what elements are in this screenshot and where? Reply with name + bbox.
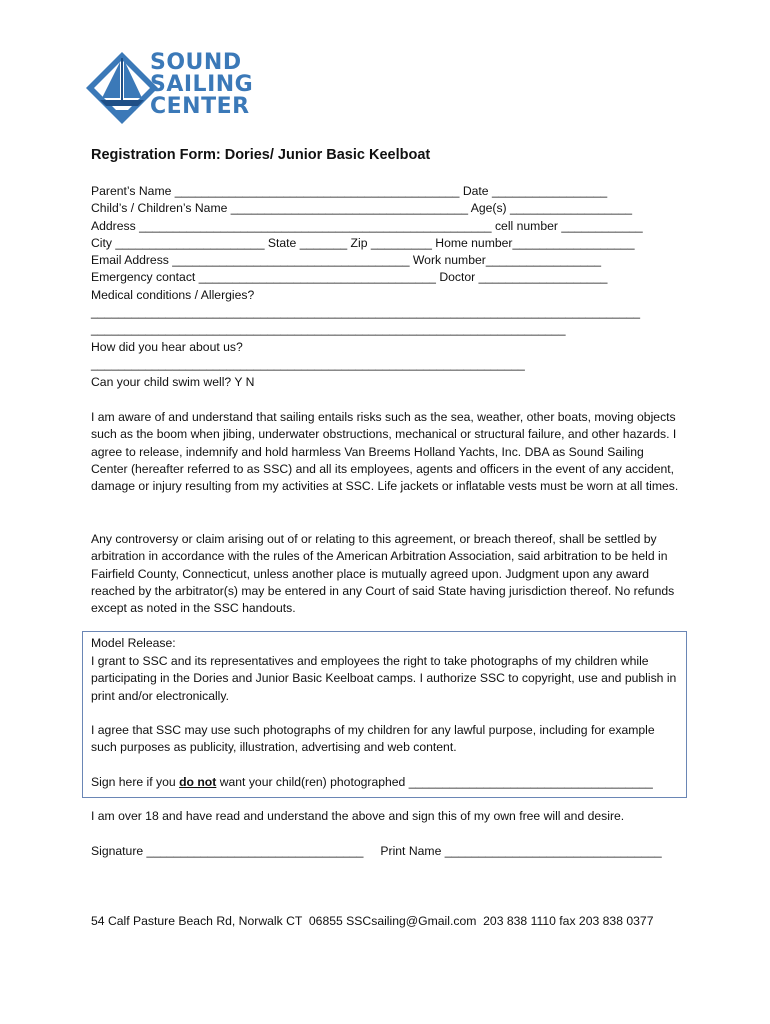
- photo-optout-prefix: Sign here if you: [91, 775, 180, 789]
- hear-about-label: How did you hear about us?: [91, 340, 243, 354]
- email-field[interactable]: Email Address ___________________________________ Work number_________________: [91, 253, 602, 267]
- photo-optout-emphasis: do not: [179, 775, 217, 789]
- sound-sailing-center-logo: [84, 50, 274, 126]
- emergency-contact-field[interactable]: Emergency contact ___________________________________ Doctor ___________________: [91, 270, 608, 284]
- footer-contact: 54 Calf Pasture Beach Rd, Norwalk CT 06855 SSCsailing@Gmail.com 203 838 1110 fax 203 838 0377: [91, 914, 654, 928]
- swim-question[interactable]: Can your child swim well? Y N: [91, 375, 255, 389]
- form-title: Registration Form: Dories/ Junior Basic Keelboat: [91, 147, 431, 163]
- logo-line-1: SOUND: [150, 50, 242, 75]
- address-field[interactable]: Address ____________________________________________________ cell number ____________: [91, 219, 643, 233]
- medical-conditions-line-1[interactable]: _________________________________________________________________________________: [91, 305, 641, 319]
- arbitration-paragraph: Any controversy or claim arising out of or relating to this agreement, or breach thereof, shall be settled by arbitration in accordance with the rules of the American Arbitration Association, said arbitration to be held in Fairfield County, Connecticut, unless another place is mutually agreed upon. Judgment upon any award reached by the arbitrator(s) may be entered in any Court of said State having jurisdiction thereof. No refunds except as noted in the SSC handouts.: [91, 532, 675, 616]
- logo-line-2: SAILING: [150, 72, 254, 97]
- signature-line[interactable]: Signature ________________________________ Print Name ________________________________: [91, 844, 662, 858]
- city-field[interactable]: City ______________________ State _______ Zip _________ Home number__________________: [91, 236, 635, 250]
- childs-name-field[interactable]: Child’s / Children’s Name ___________________________________ Age(s) __________________: [91, 201, 632, 215]
- medical-conditions-line-2[interactable]: ______________________________________________________________________: [91, 322, 566, 336]
- age-statement: I am over 18 and have read and understand the above and sign this of my own free will and desire.: [91, 809, 625, 823]
- model-release-text-2: I agree that SSC may use such photographs of my children for any lawful purpose, including for example such purposes as publicity, illustration, advertising and web content.: [91, 723, 655, 755]
- hear-about-line[interactable]: ________________________________________________________________: [91, 357, 525, 371]
- model-release-heading: Model Release:: [91, 636, 176, 650]
- medical-conditions-label: Medical conditions / Allergies?: [91, 288, 255, 302]
- logo-line-3: CENTER: [150, 94, 250, 119]
- parents-name-field[interactable]: Parent’s Name __________________________________________ Date _________________: [91, 184, 608, 198]
- photo-optout-sign-line[interactable]: [91, 774, 681, 791]
- model-release-text-1: I grant to SSC and its representatives and employees the right to take photographs of my children while participating in the Dories and Junior Basic Keelboat camps. I authorize SSC to copyright, use and publish in print and/or electronically.: [91, 654, 677, 703]
- photo-optout-suffix: want your child(ren) photographed ____________________________________: [216, 775, 653, 789]
- liability-paragraph: I am aware of and understand that sailing entails risks such as the sea, weather, other boats, moving objects such as the boom when jibing, underwater obstructions, mechanical or structural failure, and other hazards. I agree to release, indemnify and hold harmless Van Breems Holland Yachts, Inc. DBA as Sound Sailing Center (hereafter referred to as SSC) and all its employees, agents and officers in the event of any accident, damage or injury resulting from my activities at SSC. Life jackets or inflatable vests must be worn at all times.: [91, 410, 679, 494]
